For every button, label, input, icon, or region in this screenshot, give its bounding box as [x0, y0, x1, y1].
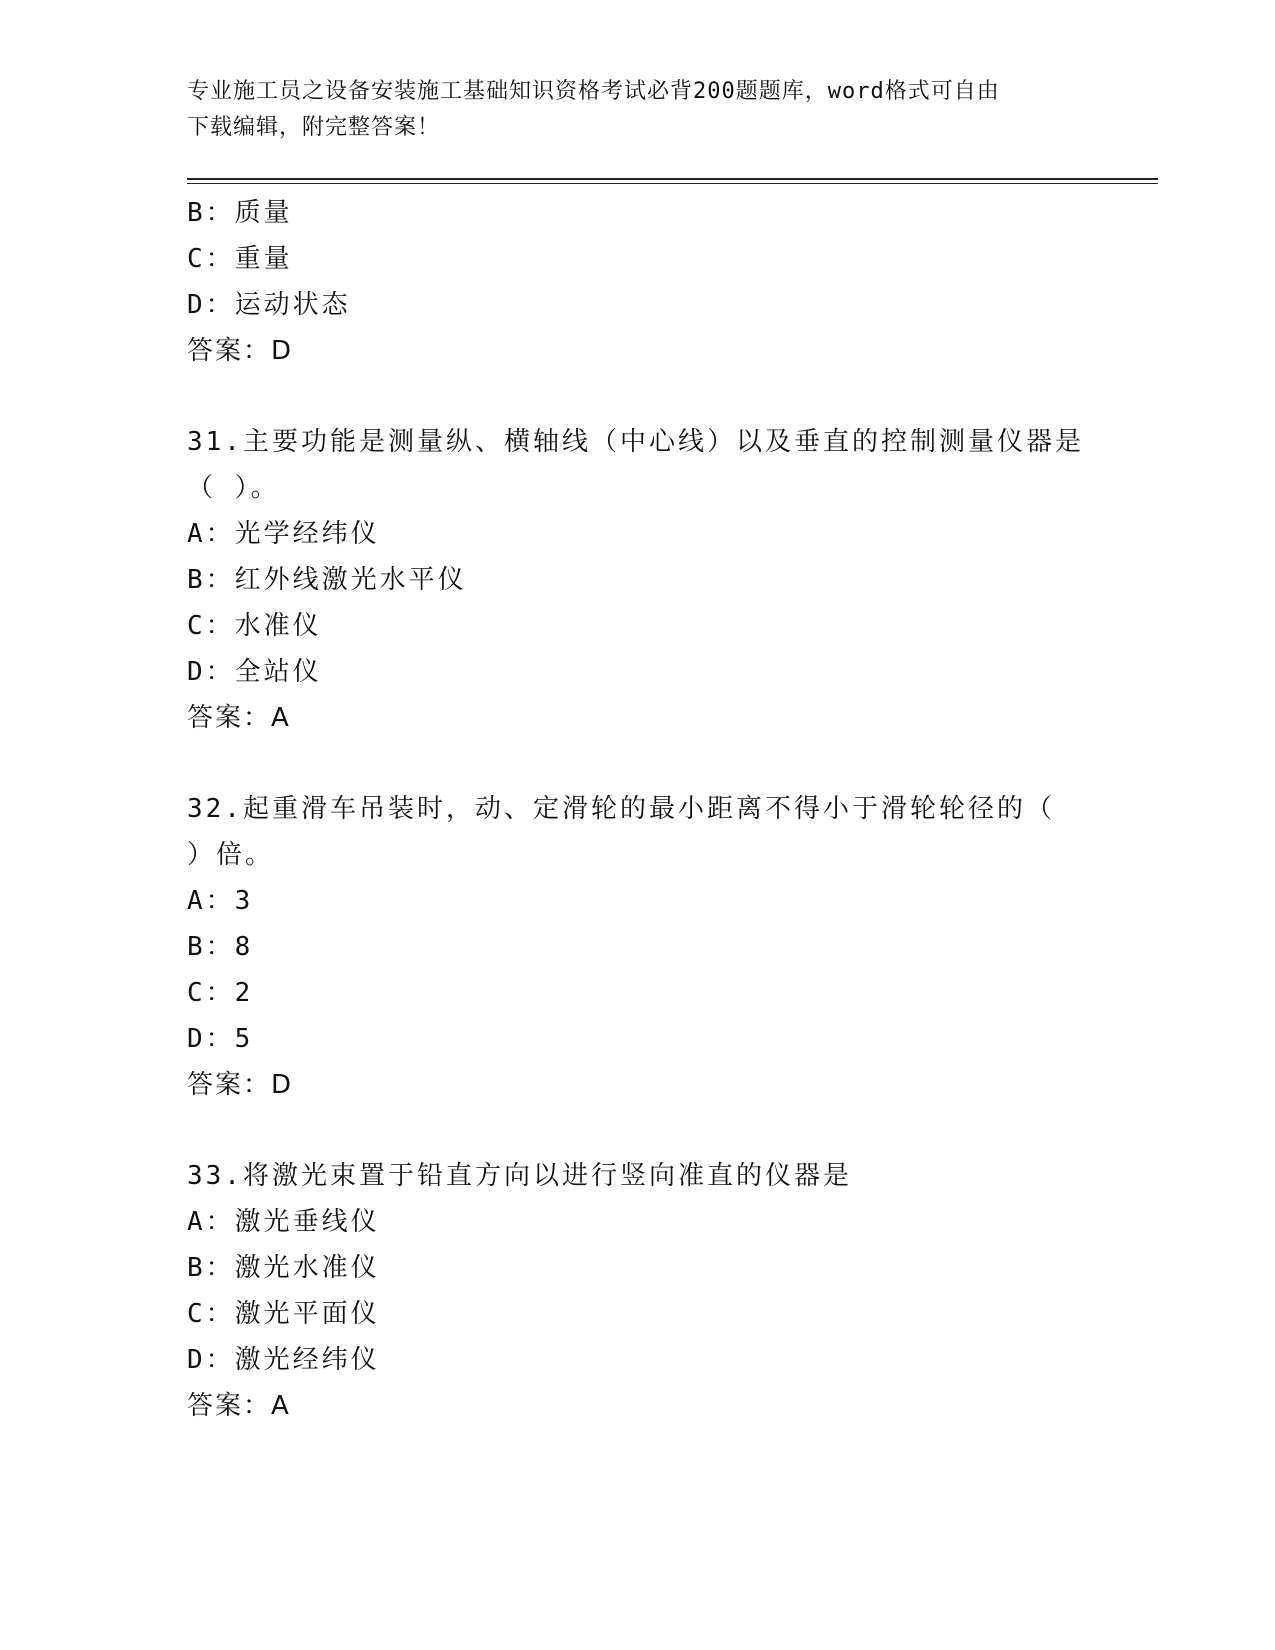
question-stem: 33.将激光束置于铅直方向以进行竖向准直的仪器是	[187, 1161, 852, 1191]
option-a: A：激光垂线仪	[187, 1207, 380, 1237]
header-text-line1: 专业施工员之设备安装施工基础知识资格考试必背200题题库，word格式可自由	[187, 79, 1000, 104]
option-b: B：激光水准仪	[187, 1253, 380, 1283]
answer-line: 答案：A	[187, 1391, 291, 1421]
question-stem: 32.起重滑车吊装时，动、定滑轮的最小距离不得小于滑轮轮径的（	[187, 794, 1055, 824]
option-b: B：8	[187, 932, 254, 962]
option-d: D：运动状态	[187, 290, 351, 320]
option-c: C：2	[187, 978, 254, 1008]
answer-line: 答案：A	[187, 703, 291, 733]
option-d: D：激光经纬仪	[187, 1345, 380, 1375]
header-divider	[187, 178, 1158, 180]
question-30-continued	[187, 190, 1087, 374]
question-stem: 31.主要功能是测量纵、横轴线（中心线）以及垂直的控制测量仪器是	[187, 427, 1084, 457]
option-d: D：全站仪	[187, 657, 322, 687]
option-c: C：激光平面仪	[187, 1299, 380, 1329]
question-32	[187, 786, 1087, 1108]
option-a: A：3	[187, 886, 254, 916]
question-stem-cont: ）倍。	[187, 840, 275, 870]
option-d: D：5	[187, 1024, 254, 1054]
document-header	[187, 74, 1067, 146]
header-text-line2: 下载编辑，附完整答案！	[187, 115, 441, 140]
option-b: B：质量	[187, 198, 293, 228]
option-b: B：红外线激光水平仪	[187, 565, 467, 595]
header-divider-thin	[187, 183, 1158, 184]
option-a: A：光学经纬仪	[187, 519, 380, 549]
question-33	[187, 1153, 1087, 1429]
answer-line: 答案：D	[187, 336, 294, 366]
question-31	[187, 419, 1087, 741]
answer-line: 答案：D	[187, 1070, 294, 1100]
option-c: C：重量	[187, 244, 293, 274]
question-stem-cont: （ ）。	[187, 473, 280, 503]
question-list	[187, 190, 1087, 1429]
option-c: C：水准仪	[187, 611, 322, 641]
